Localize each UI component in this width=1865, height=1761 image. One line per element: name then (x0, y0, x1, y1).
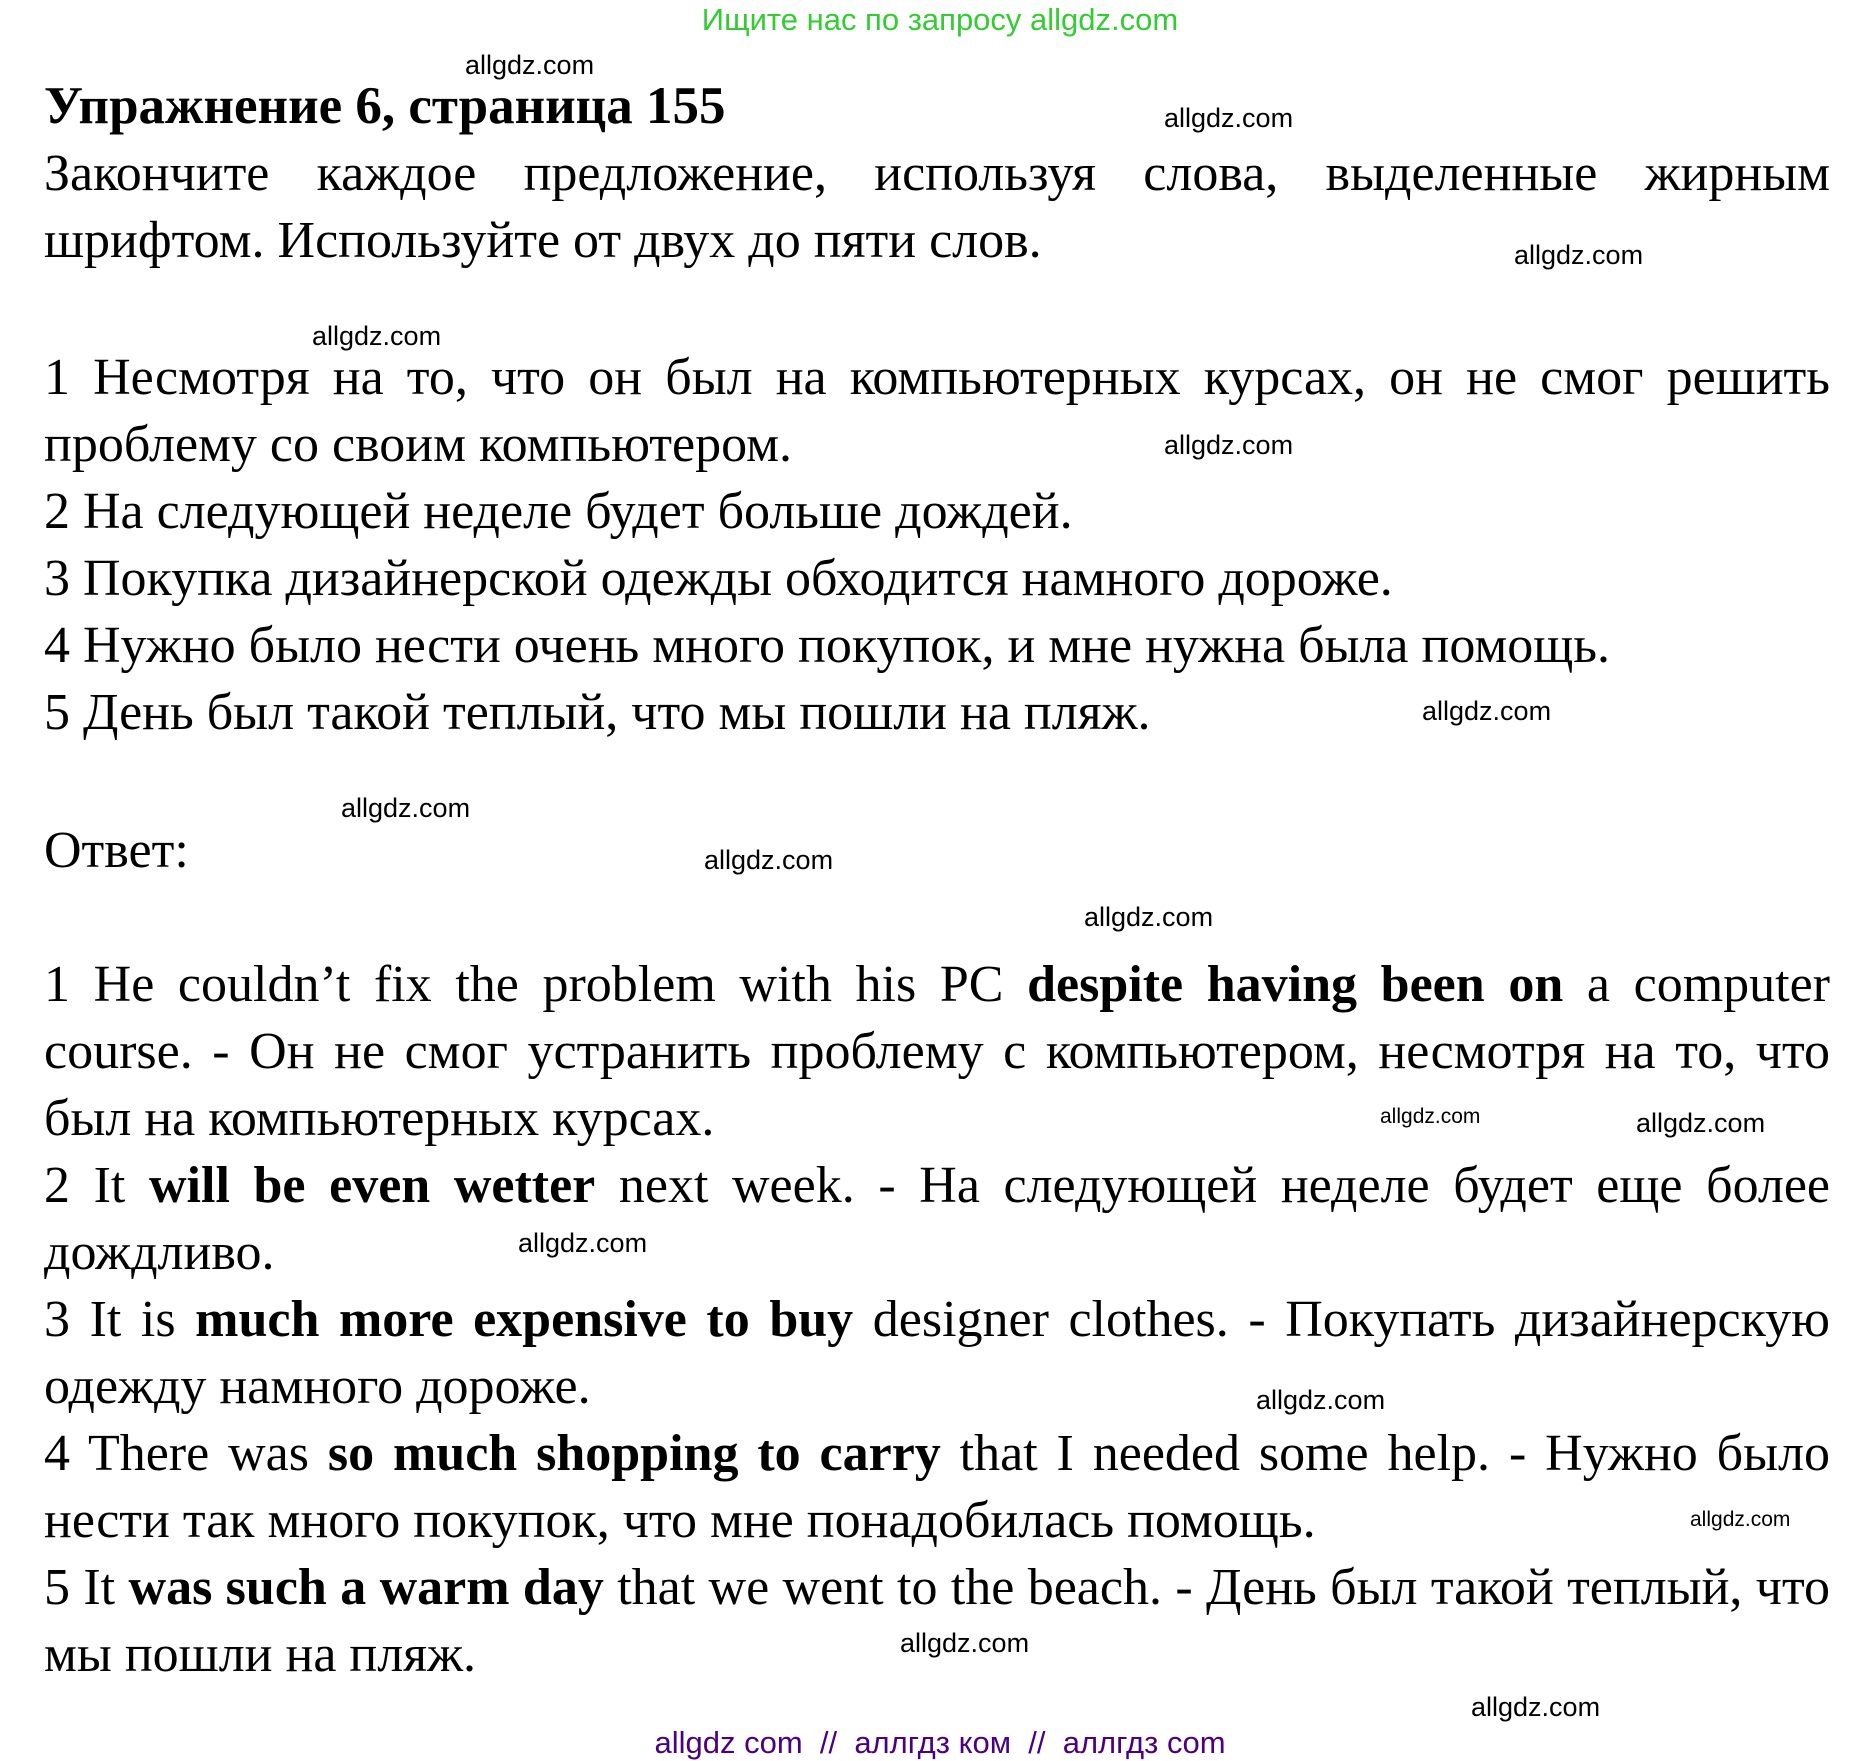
watermark: allgdz.com (1380, 1105, 1481, 1128)
answer-text: 4 There was (44, 1425, 328, 1482)
answer-bold: so much shopping to carry (327, 1425, 941, 1482)
page-title: Упражнение 6, страница 155 (44, 77, 726, 135)
watermark: allgdz.com (1471, 1692, 1601, 1722)
answer-item (44, 1554, 1830, 1688)
answer-text: that we went to the beach. - День был такой теплый, что мы пошли на пляж. (44, 1559, 1830, 1683)
instruction-text: Закончите каждое предложение, используя слова, выделенные жирным шрифтом. Используйте от двух до пяти слов. (44, 145, 1830, 269)
answer-item (44, 1152, 1830, 1286)
answer-label: Ответ: (44, 822, 189, 879)
task-item: 5 День был такой теплый, что мы пошли на пляж. (44, 684, 1151, 741)
watermark: allgdz.com (1164, 430, 1294, 460)
task-item: 1 Несмотря на то, что он был на компьютерных курсах, он не смог решить проблему со своим компьютером. (44, 349, 1830, 473)
watermark: allgdz.com (341, 793, 471, 823)
answer-bold: will be even wetter (149, 1157, 596, 1214)
answer-text: a computer course. - Он не смог устранить проблему с компьютером, несмотря на то, что был на компьютерных курсах. (44, 956, 1830, 1147)
answer-text: designer clothes. - Покупать дизайнерскую одежду намного дороже. (44, 1291, 1830, 1415)
task-item: 3 Покупка дизайнерской одежды обходится намного дороже. (44, 550, 1393, 607)
answer-text: 2 It (44, 1157, 149, 1214)
answer-bold: much more expensive to buy (195, 1291, 854, 1348)
answer-bold: was such a warm day (128, 1559, 604, 1616)
watermark: allgdz.com (1084, 902, 1214, 932)
watermark: allgdz.com (1164, 103, 1294, 133)
answer-list (44, 951, 1830, 1688)
watermark: allgdz.com (1514, 240, 1644, 270)
answer-text: next week. - На следующей неделе будет еще более дождливо. (44, 1157, 1830, 1281)
search-hint-link[interactable]: Ищите нас по запросу allgdz.com (701, 2, 1179, 37)
task-item: 2 На следующей неделе будет больше дождей. (44, 483, 1073, 540)
answer-text: that I needed some help. - Нужно было нести так много покупок, что мне понадобилась помощь. (44, 1425, 1831, 1549)
watermark: allgdz.com (465, 50, 595, 80)
watermark: allgdz.com (312, 321, 442, 351)
watermark: allgdz.com (1422, 696, 1552, 726)
answer-item (44, 1420, 1830, 1554)
answer-text: 1 He couldn’t fix the problem with his PC (44, 956, 1028, 1013)
watermark: allgdz.com (1636, 1108, 1766, 1138)
watermark: allgdz.com (1690, 1508, 1791, 1531)
answer-item (44, 951, 1830, 1152)
watermark: allgdz.com (1256, 1385, 1386, 1415)
answer-bold: despite having been on (1027, 956, 1564, 1013)
watermark: allgdz.com (704, 845, 834, 875)
task-list (44, 344, 1830, 746)
footer-links: allgdz com // аллгдз ком // аллгдз com (654, 1725, 1226, 1760)
watermark: allgdz.com (518, 1228, 648, 1258)
answer-text: 3 It is (44, 1291, 196, 1348)
answer-text: 5 It (44, 1559, 129, 1616)
task-item: 4 Нужно было нести очень много покупок, и мне нужна была помощь. (44, 617, 1610, 674)
answer-item (44, 1286, 1830, 1420)
watermark: allgdz.com (900, 1628, 1030, 1658)
